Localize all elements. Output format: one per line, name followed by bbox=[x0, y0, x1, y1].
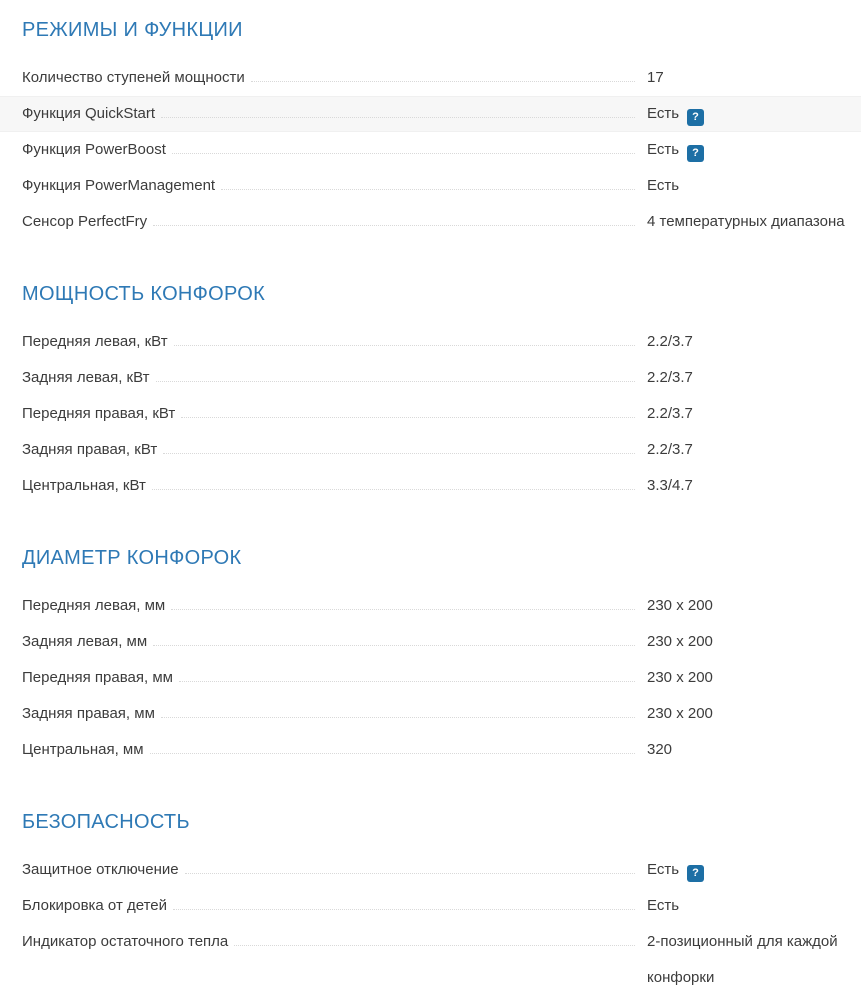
spec-section bbox=[0, 264, 861, 504]
spec-label: Функция PowerManagement bbox=[22, 177, 216, 194]
dotted-leader-line bbox=[161, 705, 635, 718]
section-rows bbox=[0, 324, 861, 504]
dotted-leader-line bbox=[153, 213, 635, 226]
spec-value bbox=[647, 732, 853, 768]
spec-label: Задняя левая, мм bbox=[22, 633, 148, 650]
spec-label: Задняя правая, кВт bbox=[22, 441, 158, 458]
spec-row bbox=[0, 660, 861, 696]
spec-row bbox=[0, 852, 861, 888]
spec-value bbox=[647, 696, 853, 732]
spec-label: Функция QuickStart bbox=[22, 105, 156, 122]
spec-value-text: 2-позиционный для каждой конфорки bbox=[647, 933, 838, 986]
spec-value bbox=[647, 96, 853, 132]
spec-value-text: Есть bbox=[647, 105, 680, 122]
section-rows bbox=[0, 852, 861, 996]
spec-value-text: 17 bbox=[647, 69, 664, 86]
spec-row bbox=[0, 168, 861, 204]
section-title: БЕЗОПАСНОСТЬ bbox=[22, 811, 190, 833]
spec-label: Защитное отключение bbox=[22, 861, 179, 878]
spec-label: Задняя правая, мм bbox=[22, 705, 155, 722]
spec-row bbox=[0, 924, 861, 996]
section-title: МОЩНОСТЬ КОНФОРОК bbox=[22, 283, 266, 305]
spec-value bbox=[647, 924, 853, 996]
spec-label: Центральная, мм bbox=[22, 741, 144, 758]
spec-label: Передняя левая, кВт bbox=[22, 333, 168, 350]
dotted-leader-line bbox=[172, 141, 635, 154]
spec-value-text: Есть bbox=[647, 177, 680, 194]
spec-label: Передняя левая, мм bbox=[22, 597, 166, 614]
spec-label: Функция PowerBoost bbox=[22, 141, 166, 158]
spec-row bbox=[0, 360, 861, 396]
dotted-leader-line bbox=[185, 861, 635, 874]
dotted-leader-line bbox=[163, 441, 635, 454]
spec-row bbox=[0, 132, 861, 168]
spec-section bbox=[0, 0, 861, 240]
section-title: РЕЖИМЫ И ФУНКЦИИ bbox=[22, 19, 243, 41]
help-question-icon[interactable]: ? bbox=[687, 865, 704, 882]
spec-value bbox=[647, 360, 853, 396]
section-rows bbox=[0, 588, 861, 768]
spec-value-text: Есть bbox=[647, 861, 680, 878]
dotted-leader-line bbox=[150, 741, 635, 754]
dotted-leader-line bbox=[181, 405, 635, 418]
spec-value-text: 2.2/3.7 bbox=[647, 441, 693, 458]
spec-value bbox=[647, 432, 853, 468]
dotted-leader-line bbox=[161, 105, 635, 118]
spec-value bbox=[647, 396, 853, 432]
spec-value bbox=[647, 660, 853, 696]
spec-row bbox=[0, 204, 861, 240]
dotted-leader-line bbox=[153, 633, 635, 646]
spec-row bbox=[0, 588, 861, 624]
dotted-leader-line bbox=[173, 897, 635, 910]
spec-value-text: 2.2/3.7 bbox=[647, 405, 693, 422]
spec-value bbox=[647, 168, 853, 204]
spec-value-text: Есть bbox=[647, 897, 680, 914]
spec-value-text: 2.2/3.7 bbox=[647, 369, 693, 386]
spec-section bbox=[0, 792, 861, 996]
spec-row bbox=[0, 696, 861, 732]
help-question-icon[interactable]: ? bbox=[687, 109, 704, 126]
spec-value-text: 4 температурных диапазона bbox=[647, 213, 845, 230]
spec-label: Индикатор остаточного тепла bbox=[22, 933, 229, 950]
spec-value bbox=[647, 852, 853, 888]
help-question-icon[interactable]: ? bbox=[687, 145, 704, 162]
dotted-leader-line bbox=[221, 177, 635, 190]
spec-value-text: 230 x 200 bbox=[647, 705, 713, 722]
spec-value bbox=[647, 204, 853, 240]
spec-value-text: 230 x 200 bbox=[647, 669, 713, 686]
dotted-leader-line bbox=[234, 933, 635, 946]
spec-value-text: 320 bbox=[647, 741, 673, 758]
spec-value bbox=[647, 888, 853, 924]
dotted-leader-line bbox=[251, 69, 635, 82]
spec-section bbox=[0, 528, 861, 768]
spec-label: Центральная, кВт bbox=[22, 477, 146, 494]
spec-value-text: Есть bbox=[647, 141, 680, 158]
spec-row bbox=[0, 468, 861, 504]
spec-value bbox=[647, 588, 853, 624]
spec-value bbox=[647, 324, 853, 360]
section-title: ДИАМЕТР КОНФОРОК bbox=[22, 547, 242, 569]
spec-value-text: 230 x 200 bbox=[647, 633, 713, 650]
spec-row bbox=[0, 432, 861, 468]
spec-row bbox=[0, 324, 861, 360]
spec-label: Блокировка от детей bbox=[22, 897, 168, 914]
spec-value bbox=[647, 60, 853, 96]
spec-row bbox=[0, 624, 861, 660]
section-rows bbox=[0, 60, 861, 240]
spec-row bbox=[0, 396, 861, 432]
spec-value-text: 2.2/3.7 bbox=[647, 333, 693, 350]
spec-value bbox=[647, 468, 853, 504]
dotted-leader-line bbox=[152, 477, 635, 490]
spec-row bbox=[0, 888, 861, 924]
spec-value-text: 230 x 200 bbox=[647, 597, 713, 614]
spec-label: Передняя правая, мм bbox=[22, 669, 173, 686]
dotted-leader-line bbox=[171, 597, 635, 610]
spec-row bbox=[0, 60, 861, 96]
spec-label: Сенсор PerfectFry bbox=[22, 213, 148, 230]
dotted-leader-line bbox=[179, 669, 635, 682]
spec-label: Задняя левая, кВт bbox=[22, 369, 150, 386]
spec-value bbox=[647, 624, 853, 660]
spec-row bbox=[0, 96, 861, 132]
dotted-leader-line bbox=[156, 369, 636, 382]
spec-label: Передняя правая, кВт bbox=[22, 405, 176, 422]
dotted-leader-line bbox=[174, 333, 635, 346]
spec-label: Количество ступеней мощности bbox=[22, 69, 245, 86]
spec-row bbox=[0, 732, 861, 768]
spec-value bbox=[647, 132, 853, 168]
spec-value-text: 3.3/4.7 bbox=[647, 477, 693, 494]
